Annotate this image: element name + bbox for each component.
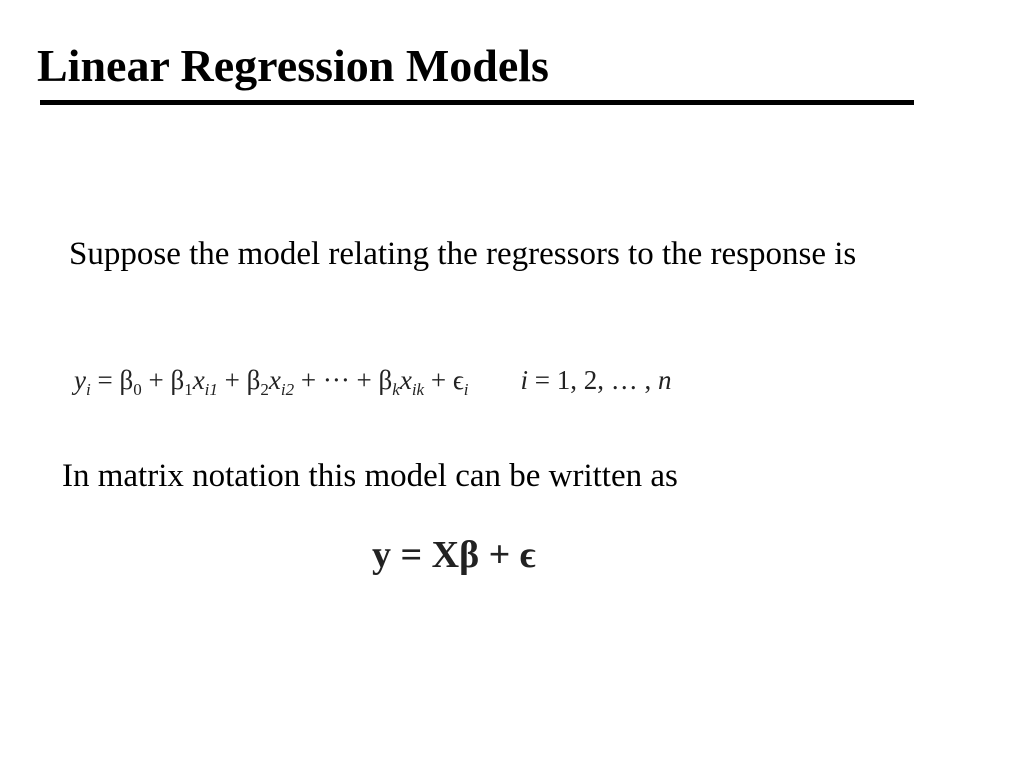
title-underline bbox=[40, 100, 914, 105]
eq-xk-subscript: ik bbox=[411, 380, 425, 399]
eq-beta0: β bbox=[119, 365, 134, 395]
slide-title: Linear Regression Models bbox=[37, 40, 549, 91]
eq-beta2: β bbox=[246, 365, 261, 395]
eq-beta1-subscript: 1 bbox=[184, 380, 193, 399]
eq-y-subscript: i bbox=[85, 380, 91, 399]
eq-index-n: n bbox=[658, 365, 672, 395]
eq-x1: x bbox=[192, 365, 205, 395]
eq-plus: + bbox=[141, 365, 171, 395]
eq-ellipsis: + ··· + bbox=[294, 365, 379, 395]
eq-betak: β bbox=[378, 365, 393, 395]
eq-xk: x bbox=[399, 365, 412, 395]
matrix-model-equation: y = Xβ + ϵ bbox=[372, 534, 536, 576]
intro-paragraph: Suppose the model relating the regressors to the response is bbox=[69, 236, 857, 272]
eq-y: y bbox=[74, 365, 86, 395]
eq-x2: x bbox=[268, 365, 281, 395]
eq-equals: = bbox=[90, 365, 120, 395]
eq-plus: + bbox=[217, 365, 247, 395]
eq-epsilon: ϵ bbox=[452, 365, 464, 395]
eq-beta0-subscript: 0 bbox=[133, 380, 142, 399]
eq-x1-subscript: i1 bbox=[204, 380, 218, 399]
eq-epsilon-subscript: i bbox=[463, 380, 469, 399]
eq-beta1: β bbox=[170, 365, 185, 395]
matrix-notation-paragraph: In matrix notation this model can be written as bbox=[62, 458, 678, 494]
eq-plus: + bbox=[424, 365, 453, 395]
eq-index-var: i bbox=[520, 365, 529, 395]
eq-index-range: = 1, 2, … , bbox=[528, 365, 659, 395]
eq-beta2-subscript: 2 bbox=[260, 380, 269, 399]
eq-x2-subscript: i2 bbox=[280, 380, 295, 399]
scalar-model-equation bbox=[74, 360, 672, 400]
eq-betak-subscript: k bbox=[392, 380, 400, 399]
